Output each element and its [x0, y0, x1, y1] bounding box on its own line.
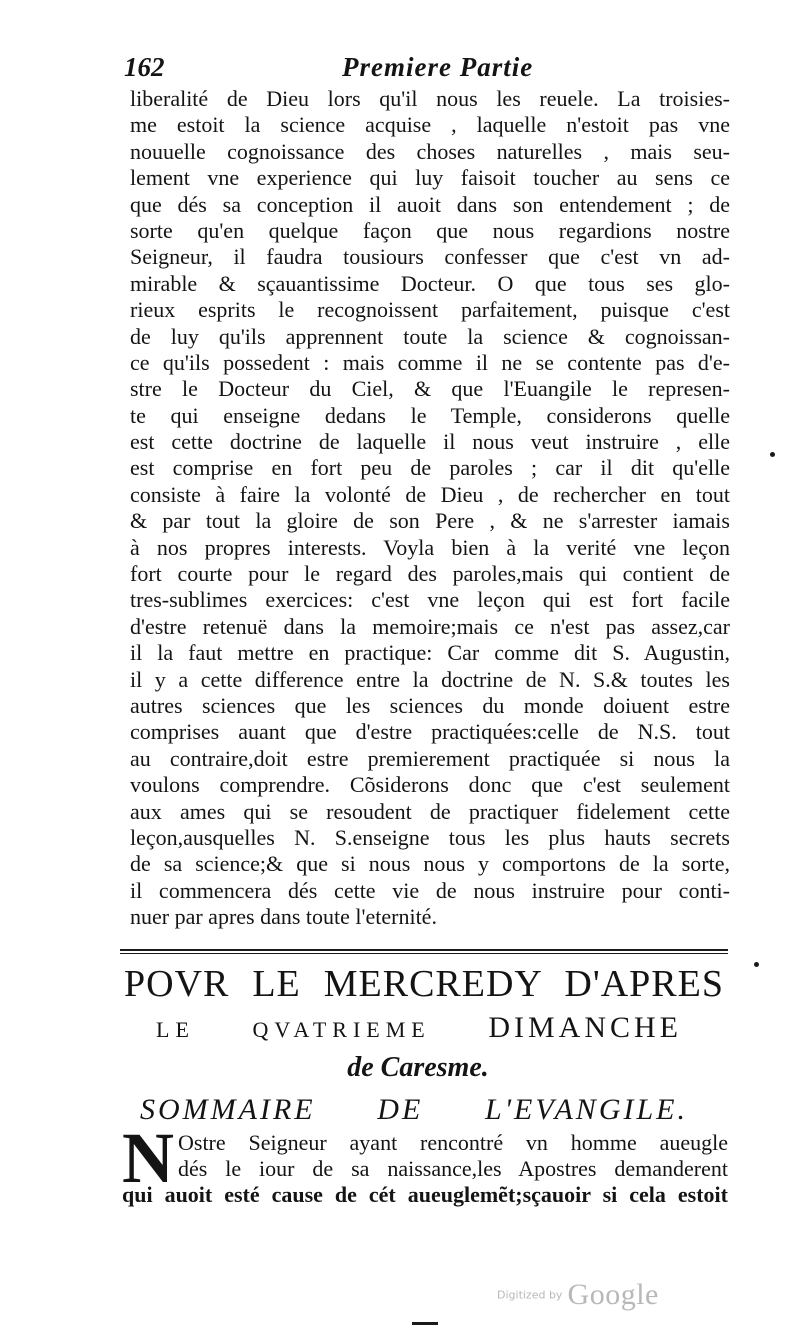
text-line: à nos propres interests. Voyla bien à la verité vne leçon	[130, 534, 730, 560]
text-line: voulons comprendre. Cõsiderons donc que c'est seulement	[130, 772, 730, 798]
running-head	[124, 52, 724, 86]
section-heading-line2-emphasis: DIMANCHE	[488, 1011, 682, 1044]
text-line: lement vne experience qui luy faisoit toucher au sens ce	[130, 165, 730, 191]
body-text	[130, 86, 730, 931]
google-logo: Google	[567, 1278, 659, 1311]
margin-speck	[754, 962, 759, 967]
text-line: tres-sublimes exercices: c'est vne leçon qui est fort facile	[130, 587, 730, 613]
running-title: Premiere Partie	[342, 52, 534, 82]
text-line: leçon,ausquelles N. S.enseigne tous les plus hauts secrets	[130, 824, 730, 850]
margin-speck	[770, 452, 775, 457]
summary-line: Ostre Seigneur ayant rencontré vn homme aueugle	[178, 1130, 728, 1155]
section-divider	[120, 949, 728, 955]
section-heading-line2	[156, 1012, 682, 1046]
summary-line: qui auoit esté cause de cét aueuglemẽt;sçauoir si cela estoit	[122, 1182, 728, 1207]
text-line: il y a cette difference entre la doctrine de N. S.& toutes les	[130, 666, 730, 692]
text-line: me estoit la science acquise , laquelle n'estoit pas vne	[130, 112, 730, 138]
divider-rule	[120, 953, 728, 954]
text-line: consiste à faire la volonté de Dieu , de rechercher en tout	[130, 481, 730, 507]
text-line: comprises auant que d'estre practiquées:celle de N.S. tout	[130, 719, 730, 745]
text-line: aux ames qui se resoudent de practiquer fidelement cette	[130, 798, 730, 824]
digitized-watermark	[497, 1278, 659, 1314]
text-line: mirable & sçauantissime Docteur. O que tous ses glo-	[130, 270, 730, 296]
text-line: est cette doctrine de laquelle il nous veut instruire , elle	[130, 429, 730, 455]
summary-paragraph	[122, 1118, 728, 1212]
drop-cap: N	[122, 1118, 174, 1198]
text-line: que dés sa conception il auoit dans son entendement ; de	[130, 191, 730, 217]
text-line: te qui enseigne dedans le Temple, considerons quelle	[130, 402, 730, 428]
text-line: autres sciences que les sciences du monde doiuent estre	[130, 692, 730, 718]
text-line: liberalité de Dieu lors qu'il nous les reuele. La troisies-	[130, 86, 730, 111]
text-line: fort courte pour le regard des paroles,mais qui contient de	[130, 561, 730, 587]
text-line: d'estre retenuë dans la memoire;mais ce n'est pas assez,car	[130, 613, 730, 639]
watermark-prefix: Digitized by	[497, 1288, 563, 1302]
text-line: sorte qu'en quelque façon que nous regardions nostre	[130, 217, 730, 243]
text-line: au contraire,doit estre premierement practiquée si nous la	[130, 745, 730, 771]
text-line: ce qu'ils possedent : mais comme il ne se contente pas d'e-	[130, 349, 730, 375]
text-line: stre le Docteur du Ciel, & que l'Euangile le represen-	[130, 376, 730, 402]
text-line: est comprise en fort peu de paroles ; car il dit qu'elle	[130, 455, 730, 481]
text-line: rieux esprits le recognoissent parfaitement, puisque c'est	[130, 297, 730, 323]
page-number: 162	[124, 52, 165, 82]
text-line: Seigneur, il faudra tousiours confesser que c'est vn ad-	[130, 244, 730, 270]
summary-title: SOMMAIRE DE L'EVANGILE.	[140, 1093, 688, 1126]
section-heading-line2-prefix: LE QVATRIEME	[156, 1017, 431, 1042]
text-line: & par tout la gloire de son Pere , & ne s'arrester iamais	[130, 508, 730, 534]
divider-rule	[120, 949, 728, 951]
text-line: il la faut mettre en practique: Car comme dit S. Augustin,	[130, 640, 730, 666]
summary-line: dés le iour de sa naissance,les Apostres demanderent	[178, 1156, 728, 1181]
footer-mark	[412, 1322, 438, 1325]
section-heading-line1: POVR LE MERCREDY D'APRES	[124, 963, 724, 1005]
text-line: de luy qu'ils apprennent toute la science & cognoissan-	[130, 323, 730, 349]
text-line: de sa science;& que si nous nous y comportons de la sorte,	[130, 851, 730, 877]
text-line: il commencera dés cette vie de nous instruire pour conti-	[130, 877, 730, 903]
text-line: nuer par apres dans toute l'eternité.	[130, 904, 437, 930]
text-line: nouuelle cognoissance des choses naturelles , mais seu-	[130, 138, 730, 164]
section-heading-line3: de Caresme.	[347, 1052, 489, 1083]
